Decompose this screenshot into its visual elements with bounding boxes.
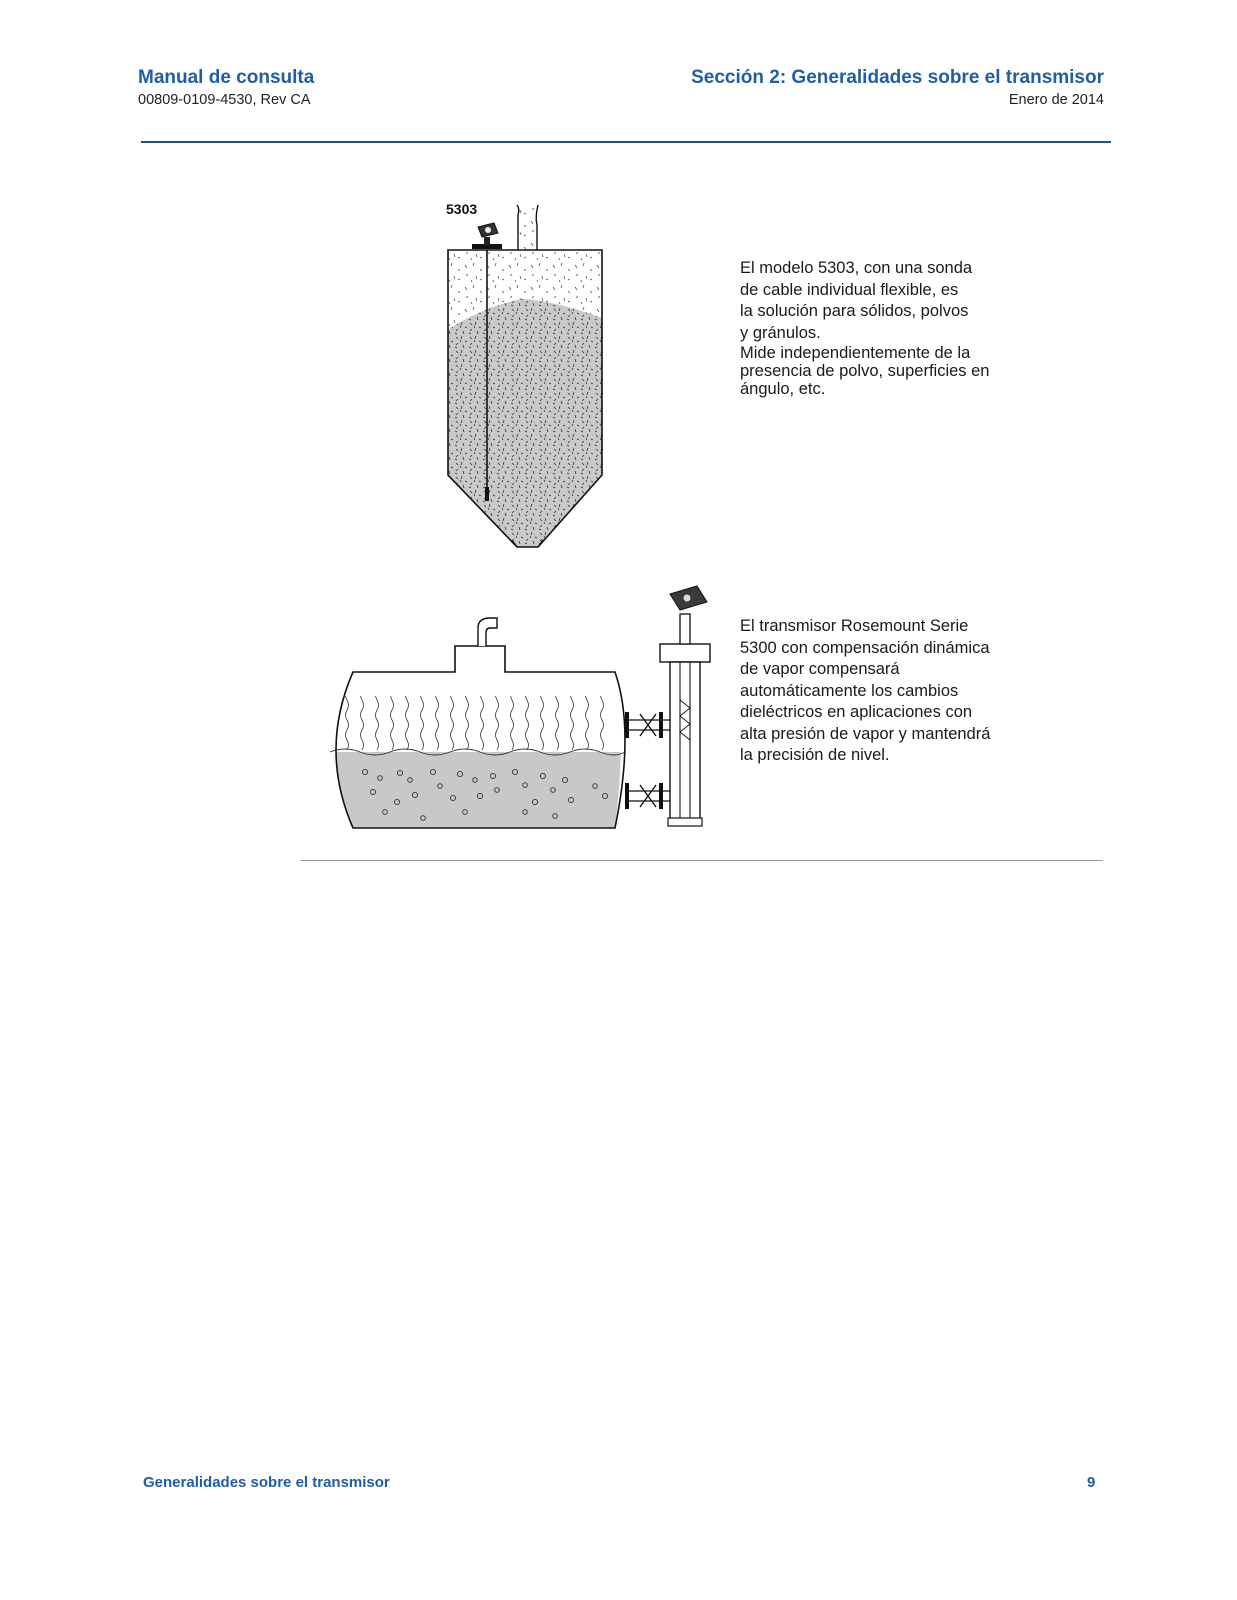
silo-desc-line-5: Mide independientemente de la [740,344,971,362]
tank-drawing [325,580,720,835]
silo-desc-line-2: de cable individual flexible, es [740,280,959,299]
silo-label: 5303 [446,201,478,217]
tank-desc-line-5: dieléctricos en aplicaciones con [740,703,973,721]
section-title: Sección 2: Generalidades sobre el transmisor [691,67,1104,88]
tank-desc-line-3: de vapor compensará [740,660,900,678]
tank-desc-line-4: automáticamente los cambios [740,681,959,700]
header-left [138,66,314,110]
silo-desc-line-3: la solución para sólidos, polvos [740,302,969,320]
silo-desc-line-7: ángulo, etc. [740,380,826,398]
header-right [691,66,1104,110]
tank-desc-line-1: El transmisor Rosemount Serie [740,617,969,635]
tank-desc-line-6: alta presión de vapor y mantendrá [740,724,991,743]
silo-desc-line-1: El modelo 5303, con una sonda [740,259,973,277]
tank-desc-line-7: la precisión de nivel. [740,746,890,764]
tank-desc-line-2: 5300 con compensación dinámica [740,638,990,657]
figure-divider [301,860,1103,861]
header-divider [141,141,1111,143]
manual-title: Manual de consulta [138,67,315,88]
tank-description [740,616,990,767]
silo-drawing [440,195,615,555]
header-date: Enero de 2014 [1008,92,1104,108]
page-number: 9 [1087,1474,1096,1491]
silo-desc-line-6: presencia de polvo, superficies en [740,362,990,380]
doc-number: 00809-0109-4530, Rev CA [138,92,311,108]
silo-illustration [440,195,615,555]
tank-illustration [325,580,720,835]
footer-section-name: Generalidades sobre el transmisor [143,1474,390,1491]
silo-description [740,258,989,398]
silo-desc-line-4: y gránulos. [740,323,821,342]
